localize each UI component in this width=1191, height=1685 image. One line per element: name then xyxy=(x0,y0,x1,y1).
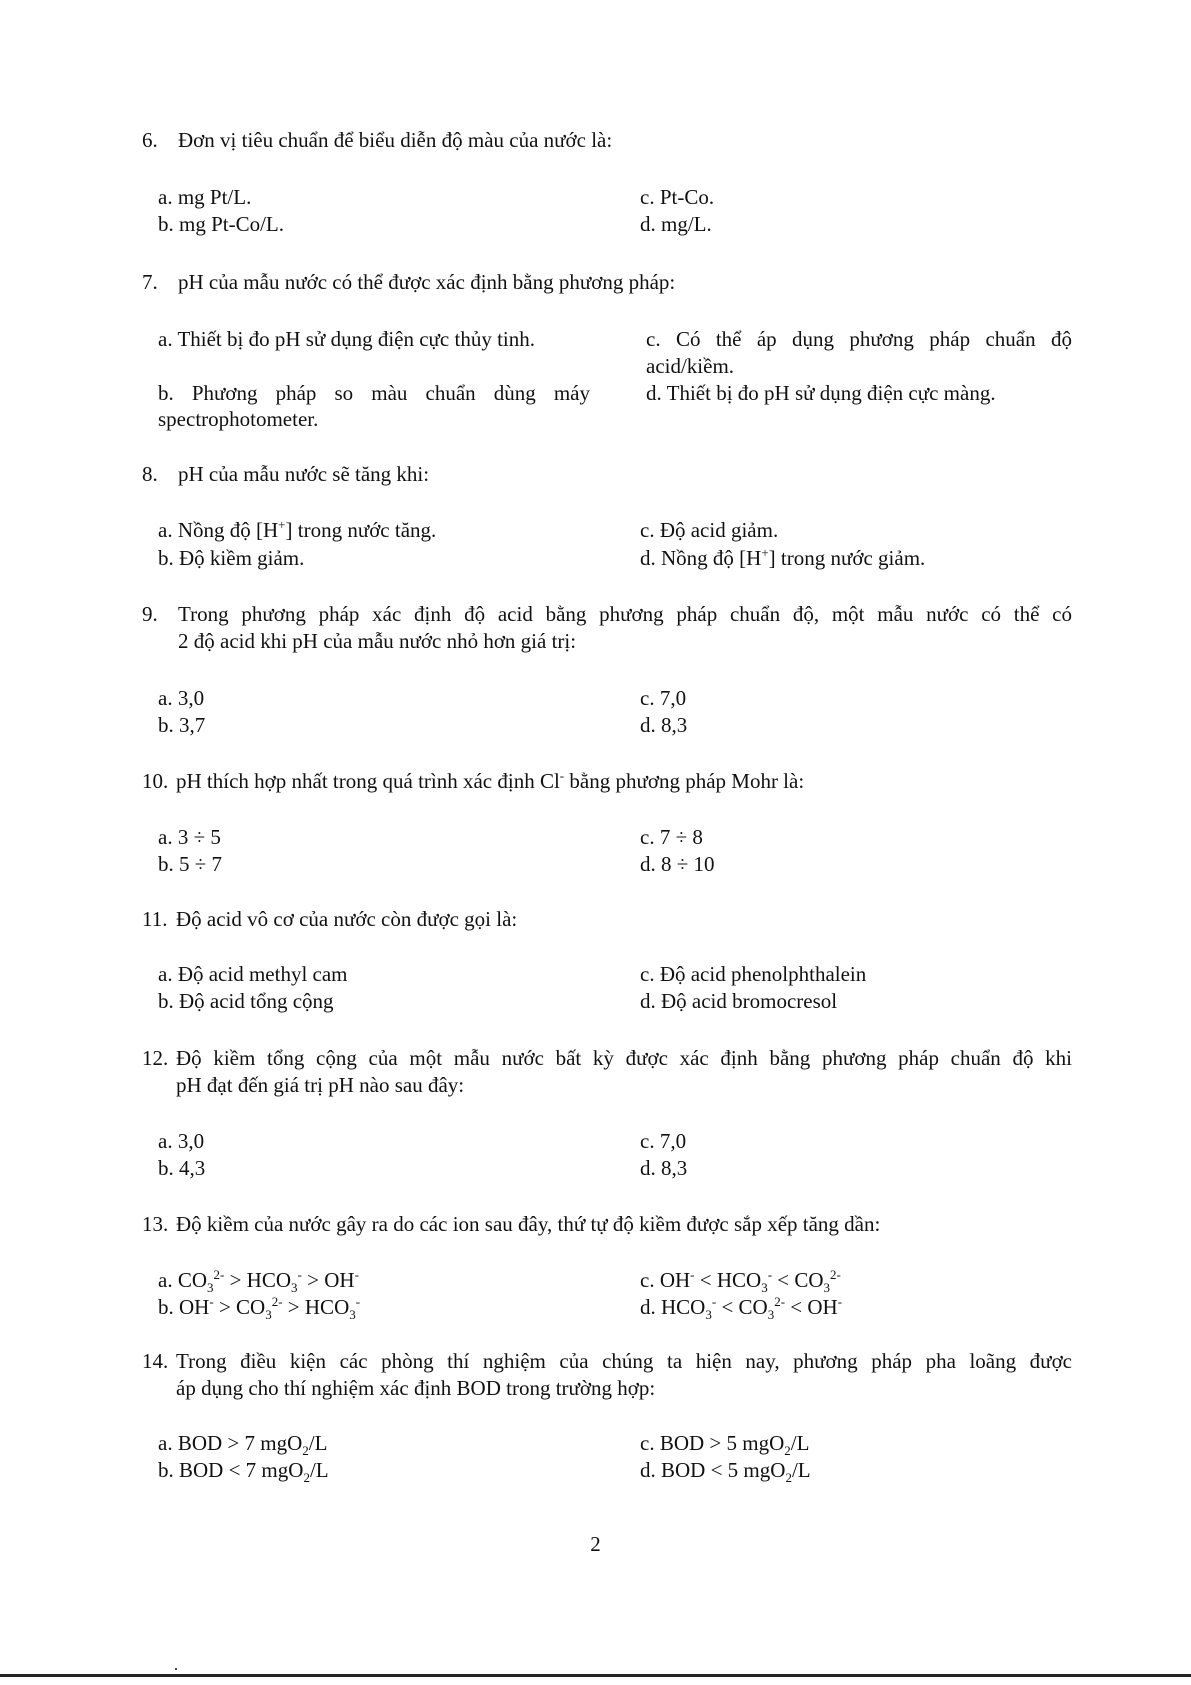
option-b: b. 3,7 xyxy=(158,713,206,737)
option-c: c. 7 ÷ 8 xyxy=(640,825,703,849)
subscript: 2 xyxy=(302,1443,309,1459)
question-10 xyxy=(142,768,1072,795)
superscript: 2- xyxy=(213,1267,225,1282)
question-number: 8. xyxy=(142,462,158,486)
option-b-line1: b. Phương pháp so màu chuẩn dùng máy xyxy=(158,381,590,405)
question-text-line1: Trong điều kiện các phòng thí nghiệm của chúng ta hiện nay, phương pháp pha loãng được xyxy=(176,1349,1072,1373)
option-d: d. Độ acid bromocresol xyxy=(640,989,838,1013)
option-a: a. Thiết bị đo pH sử dụng điện cực thủy tinh. xyxy=(158,327,535,351)
formula-part: d. BOD < 5 mgO xyxy=(640,1458,786,1482)
question-13 xyxy=(142,1211,1072,1238)
subscript: 3 xyxy=(705,1307,712,1323)
question-text xyxy=(142,768,1072,795)
option-a-text: a. Nồng độ [H xyxy=(158,518,279,542)
page-number: 2 xyxy=(590,1532,601,1556)
option-a-text-end: ] trong nước tăng. xyxy=(285,518,437,542)
formula-part: c. OH xyxy=(640,1268,691,1292)
option-a: a. 3 ÷ 5 xyxy=(158,825,221,849)
formula-part: d. HCO xyxy=(640,1295,706,1319)
option-d: d. mg/L. xyxy=(640,212,712,236)
subscript: 3 xyxy=(823,1280,831,1296)
option-c: c. Pt-Co. xyxy=(640,185,715,209)
subscript: 3 xyxy=(349,1307,356,1323)
superscript: 2- xyxy=(830,1267,841,1282)
question-text-line2: 2 độ acid khi pH của mẫu nước nhỏ hơn giá trị: xyxy=(178,629,577,653)
option-a xyxy=(158,1430,327,1457)
superscript: - xyxy=(559,768,565,783)
superscript: - xyxy=(711,1294,717,1309)
subscript: 2 xyxy=(784,1443,791,1459)
formula-part: < CO xyxy=(772,1268,824,1292)
question-text-start: pH thích hợp nhất trong quá trình xác định Cl xyxy=(176,769,560,793)
formula-part: < HCO xyxy=(694,1268,762,1292)
subscript: 3 xyxy=(291,1280,298,1296)
option-c: c. 7,0 xyxy=(640,1129,687,1153)
option-b: b. 4,3 xyxy=(158,1156,206,1180)
question-11 xyxy=(142,906,1072,933)
question-number: 11. xyxy=(142,907,168,931)
subscript: 3 xyxy=(761,1280,768,1296)
formula-part: a. BOD > 7 mgO xyxy=(158,1431,303,1455)
option-c: c. 7,0 xyxy=(640,686,687,710)
option-a xyxy=(158,517,436,544)
scan-edge-line xyxy=(0,1674,1191,1677)
question-7 xyxy=(142,269,1072,296)
option-a: a. Độ acid methyl cam xyxy=(158,962,348,986)
option-d: d. 8,3 xyxy=(640,1156,688,1180)
subscript: 3 xyxy=(207,1280,214,1296)
option-d-text-end: ] trong nước giảm. xyxy=(768,546,926,570)
option-c-line2: acid/kiềm. xyxy=(646,354,735,378)
option-b: b. 5 ÷ 7 xyxy=(158,852,223,876)
option-c xyxy=(640,1267,841,1294)
subscript: 2 xyxy=(303,1470,310,1486)
question-number: 13. xyxy=(142,1212,169,1236)
formula-part: b. OH xyxy=(158,1295,210,1319)
question-number: 12. xyxy=(142,1046,169,1070)
scan-speck xyxy=(175,1668,177,1670)
question-text-line1: Trong phương pháp xác định độ acid bằng phương pháp chuẩn độ, một mẫu nước có thể có xyxy=(178,602,1072,626)
option-c: c. Độ acid phenolphthalein xyxy=(640,962,867,986)
question-text: Đơn vị tiêu chuẩn để biểu diễn độ màu của nước là: xyxy=(178,128,613,152)
option-a: a. 3,0 xyxy=(158,1129,205,1153)
option-b: b. Độ acid tổng cộng xyxy=(158,989,334,1013)
option-b-line2: spectrophotometer. xyxy=(158,407,319,431)
formula-part: /L xyxy=(308,1431,328,1455)
superscript: - xyxy=(354,1267,359,1282)
question-text-line2: áp dụng cho thí nghiệm xác định BOD trong trường hợp: xyxy=(176,1376,656,1400)
option-a xyxy=(158,1267,359,1294)
option-d: d. Thiết bị đo pH sử dụng điện cực màng. xyxy=(646,381,996,405)
question-text: Độ kiềm của nước gây ra do các ion sau đây, thứ tự độ kiềm được sắp xếp tăng dần: xyxy=(176,1212,881,1236)
option-b xyxy=(158,1457,329,1484)
option-d xyxy=(640,1457,811,1484)
option-b xyxy=(158,1294,360,1321)
formula-part: /L xyxy=(791,1458,811,1482)
superscript: - xyxy=(355,1294,361,1309)
option-a: a. 3,0 xyxy=(158,686,205,710)
superscript: 2- xyxy=(271,1294,283,1309)
superscript: + xyxy=(278,517,286,532)
option-a: a. mg Pt/L. xyxy=(158,185,252,209)
question-14 xyxy=(142,1348,1072,1402)
option-c-line1: c. Có thể áp dụng phương pháp chuẩn độ xyxy=(646,327,1072,351)
option-c xyxy=(640,1430,809,1457)
superscript: 2- xyxy=(774,1294,786,1309)
formula-part: /L xyxy=(309,1458,329,1482)
formula-part: > CO xyxy=(213,1295,266,1319)
superscript: - xyxy=(297,1267,302,1282)
question-6 xyxy=(142,127,1072,154)
subscript: 3 xyxy=(265,1307,272,1323)
formula-part: > HCO xyxy=(224,1268,292,1292)
question-number: 9. xyxy=(142,602,158,626)
formula-part: b. BOD < 7 mgO xyxy=(158,1458,304,1482)
formula-part: /L xyxy=(790,1431,810,1455)
formula-part: < OH xyxy=(785,1295,838,1319)
formula-part: a. CO xyxy=(158,1268,207,1292)
question-text: pH của mẫu nước có thể được xác định bằng phương pháp: xyxy=(178,270,676,294)
superscript: - xyxy=(767,1267,773,1282)
option-b: b. mg Pt-Co/L. xyxy=(158,212,285,236)
subscript: 3 xyxy=(767,1307,775,1323)
option-b: b. Độ kiềm giảm. xyxy=(158,546,305,570)
question-text-line1: Độ kiềm tổng cộng của một mẫu nước bất kỳ được xác định bằng phương pháp chuẩn độ khi xyxy=(176,1046,1072,1070)
question-number: 7. xyxy=(142,270,158,294)
question-9 xyxy=(142,601,1072,655)
formula-part: < CO xyxy=(716,1295,768,1319)
formula-part: c. BOD > 5 mgO xyxy=(640,1431,785,1455)
option-d xyxy=(640,1294,842,1321)
superscript: - xyxy=(690,1267,695,1282)
question-8 xyxy=(142,461,1072,488)
superscript: - xyxy=(837,1294,843,1309)
option-d xyxy=(640,545,925,572)
question-text: pH của mẫu nước sẽ tăng khi: xyxy=(178,462,430,486)
option-d: d. 8,3 xyxy=(640,713,688,737)
question-text-line2: pH đạt đến giá trị pH nào sau đây: xyxy=(176,1073,465,1097)
subscript: 2 xyxy=(785,1470,792,1486)
question-text-end: bằng phương pháp Mohr là: xyxy=(564,769,805,793)
option-d: d. 8 ÷ 10 xyxy=(640,852,715,876)
superscript: + xyxy=(761,545,769,560)
question-number: 6. xyxy=(142,128,158,152)
option-d-text: d. Nồng độ [H xyxy=(640,546,762,570)
question-text: Độ acid vô cơ của nước còn được gọi là: xyxy=(176,907,518,931)
question-12 xyxy=(142,1045,1072,1099)
question-number: 10. xyxy=(142,769,169,793)
question-number: 14. xyxy=(142,1349,169,1373)
formula-part: > OH xyxy=(301,1268,355,1292)
formula-part: > HCO xyxy=(282,1295,350,1319)
option-c: c. Độ acid giảm. xyxy=(640,518,779,542)
superscript: - xyxy=(209,1294,214,1309)
